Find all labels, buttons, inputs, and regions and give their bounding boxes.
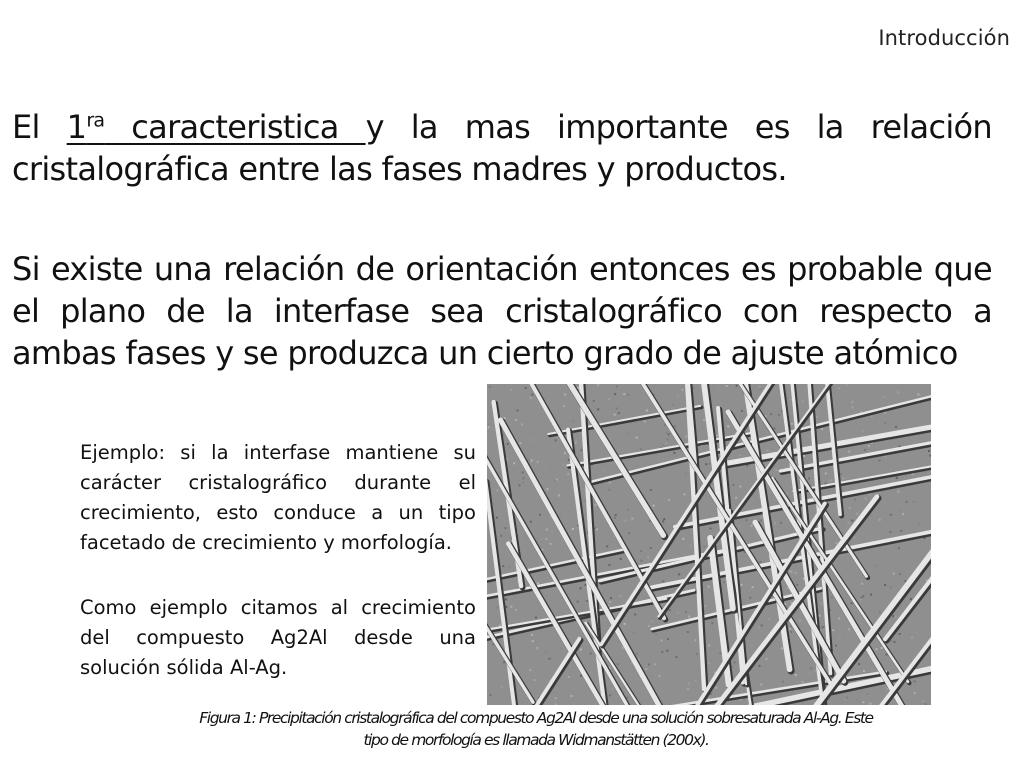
example-paragraph-1: Ejemplo: si la interfase mantiene su carácter cristalográfico durante el crecimiento, esto conduce a un tipo facetado de crecimiento y morfología. <box>80 441 476 554</box>
intro-paragraph-1 <box>12 106 992 190</box>
section-title: Introducción <box>878 26 1010 50</box>
keyword: caracteristica <box>104 108 366 146</box>
p1-rest: y la mas importante es la relación cristalográfica entre las fases madres y productos. <box>12 108 993 188</box>
ordinal-suffix: ra <box>86 109 105 132</box>
micrograph-figure <box>487 384 931 705</box>
ordinal-keyword <box>67 108 366 146</box>
p1-lead: El <box>12 108 67 146</box>
example-paragraph-2: Como ejemplo citamos al crecimiento del compuesto Ag2Al desde una solución sólida Al-Ag. <box>80 596 476 679</box>
widmanstatten-micrograph <box>487 384 931 705</box>
figure-caption: Figura 1: Precipitación cristalográfica del compuesto Ag2Al desde una solución sobresaturada Al-Ag. Este tipo de morfología es llamada Widmanstätten (200x). <box>199 709 873 749</box>
intro-paragraph-2: Si existe una relación de orientación entonces es probable que el plano de la interfase sea cristalográfico con respecto a ambas fases y se produzca un cierto grado de ajuste atómico <box>12 250 992 372</box>
ordinal-number: 1 <box>66 108 87 146</box>
